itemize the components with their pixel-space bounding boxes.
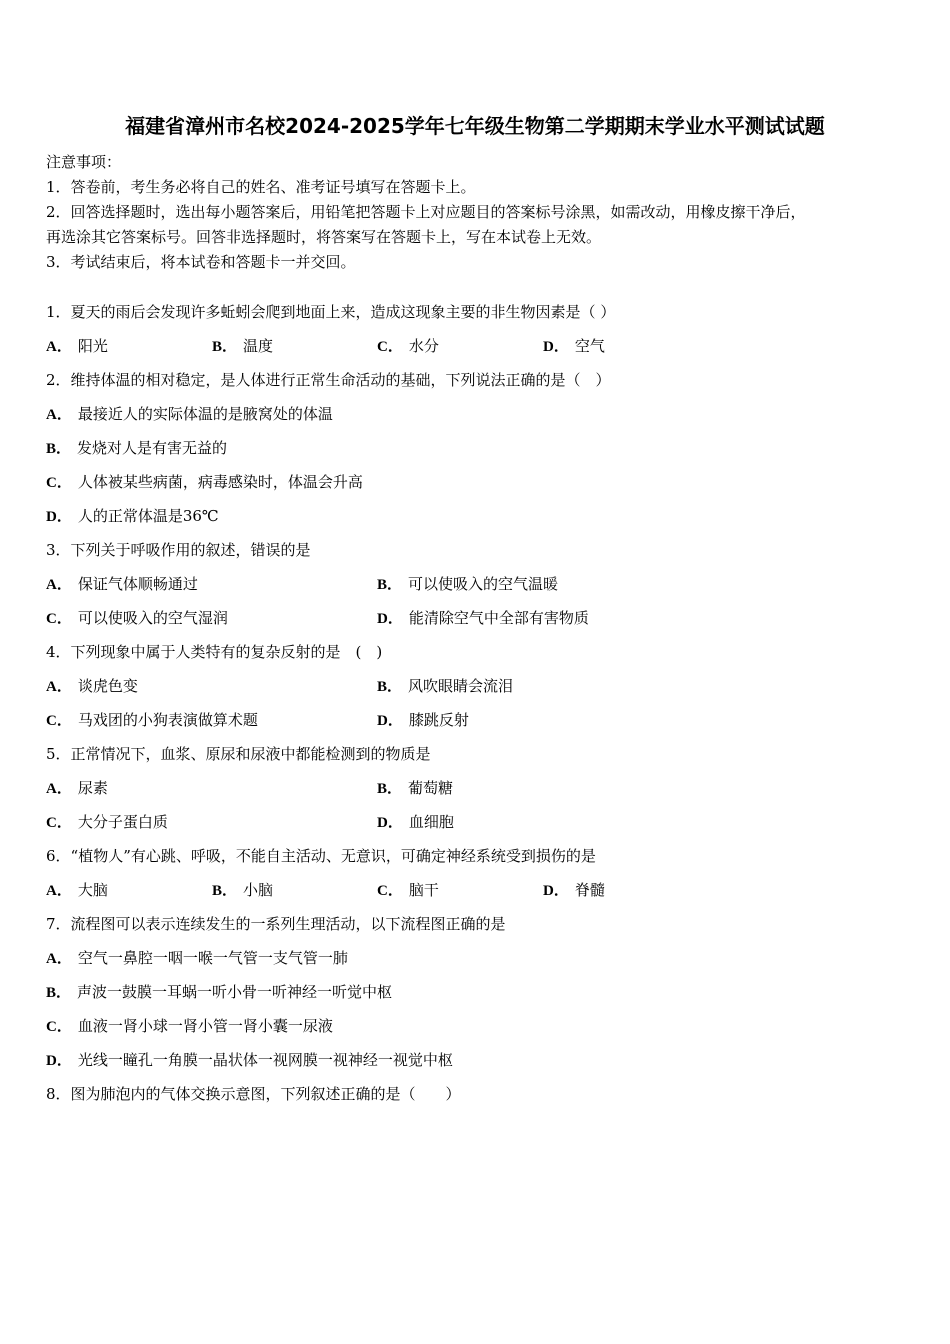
q6-option-a: A． 大脑	[46, 881, 108, 899]
q5-option-d: D． 血细胞	[377, 813, 454, 831]
q6-option-c: C． 脑干	[377, 881, 439, 899]
question-5-stem: 5．正常情况下，血浆、原尿和尿液中都能检测到的物质是	[46, 745, 431, 763]
page-title: 福建省漳州市名校2024-2025学年七年级生物第二学期期末学业水平测试试题	[125, 114, 825, 138]
note-item: 再选涂其它答案标号。回答非选择题时，将答案写在答题卡上，写在本试卷上无效。	[46, 228, 602, 246]
question-8-stem: 8．图为肺泡内的气体交换示意图，下列叙述正确的是（ ）	[46, 1085, 461, 1103]
note-item: 2．回答选择题时，选出每小题答案后，用铅笔把答题卡上对应题目的答案标号涂黑，如需改动，用橡皮擦干净后，	[46, 203, 806, 221]
question-6-stem: 6．“植物人”有心跳、呼吸，不能自主活动、无意识，可确定神经系统受到损伤的是	[46, 847, 596, 865]
note-item: 3．考试结束后，将本试卷和答题卡一并交回。	[46, 253, 356, 271]
question-4-stem: 4．下列现象中属于人类特有的复杂反射的是 ( )	[46, 643, 383, 661]
q1-option-a: A． 阳光	[46, 337, 108, 355]
q2-option-a: A． 最接近人的实际体温的是腋窝处的体温	[46, 405, 333, 423]
q7-option-a: A． 空气一鼻腔一咽一喉一气管一支气管一肺	[46, 949, 348, 967]
question-2-stem: 2．维持体温的相对稳定，是人体进行正常生命活动的基础，下列说法正确的是（ ）	[46, 371, 611, 389]
q2-option-d: D． 人的正常体温是36℃	[46, 507, 219, 525]
q1-option-d: D． 空气	[543, 337, 605, 355]
question-1-stem: 1．夏天的雨后会发现许多蚯蚓会爬到地面上来，造成这现象主要的非生物因素是（ ）	[46, 303, 616, 321]
q1-option-c: C． 水分	[377, 337, 439, 355]
q3-option-b: B． 可以使吸入的空气温暖	[377, 575, 559, 593]
q7-option-c: C． 血液一肾小球一肾小管一肾小囊一尿液	[46, 1017, 333, 1035]
q5-option-a: A． 尿素	[46, 779, 108, 797]
q3-option-d: D． 能清除空气中全部有害物质	[377, 609, 589, 627]
q2-option-b: B． 发烧对人是有害无益的	[46, 439, 228, 457]
q1-option-b: B． 温度	[212, 337, 274, 355]
q3-option-c: C． 可以使吸入的空气湿润	[46, 609, 228, 627]
q5-option-b: B． 葡萄糖	[377, 779, 454, 797]
q4-option-a: A． 谈虎色变	[46, 677, 138, 695]
q7-option-b: B． 声波一鼓膜一耳蜗一听小骨一听神经一听觉中枢	[46, 983, 393, 1001]
q4-option-c: C． 马戏团的小狗表演做算术题	[46, 711, 258, 729]
q3-option-a: A． 保证气体顺畅通过	[46, 575, 198, 593]
q5-option-c: C． 大分子蛋白质	[46, 813, 168, 831]
q4-option-d: D． 膝跳反射	[377, 711, 469, 729]
notes-heading: 注意事项：	[46, 153, 122, 171]
question-7-stem: 7．流程图可以表示连续发生的一系列生理活动，以下流程图正确的是	[46, 915, 506, 933]
q6-option-b: B． 小脑	[212, 881, 274, 899]
note-item: 1．答卷前，考生务必将自己的姓名、准考证号填写在答题卡上。	[46, 178, 476, 196]
q2-option-c: C． 人体被某些病菌，病毒感染时，体温会升高	[46, 473, 363, 491]
q4-option-b: B． 风吹眼睛会流泪	[377, 677, 514, 695]
q7-option-d: D． 光线一瞳孔一角膜一晶状体一视网膜一视神经一视觉中枢	[46, 1051, 453, 1069]
q6-option-d: D． 脊髓	[543, 881, 605, 899]
question-3-stem: 3．下列关于呼吸作用的叙述，错误的是	[46, 541, 311, 559]
